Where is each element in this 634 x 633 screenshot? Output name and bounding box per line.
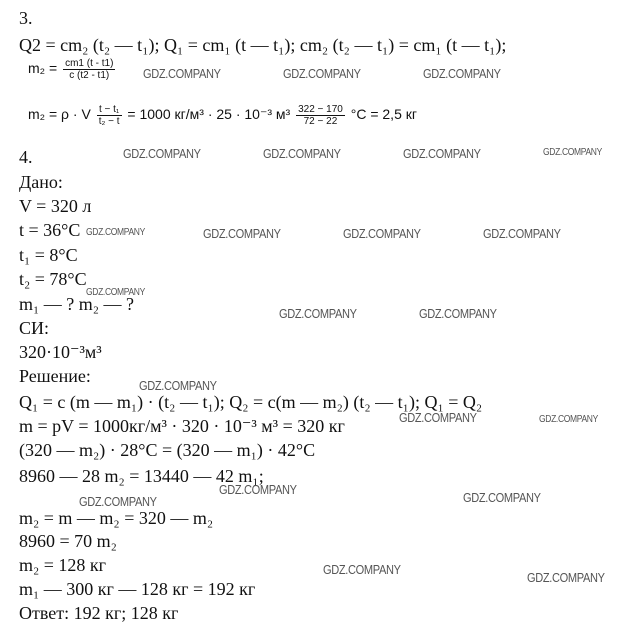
watermark: GDZ.COMPANY (323, 562, 401, 577)
watermark: GDZ.COMPANY (86, 287, 145, 298)
unknowns: m₁ — ? m₂ — ? (19, 294, 135, 314)
solution-substitution: m₂ = m — m₂ = 320 — m₂ (19, 508, 214, 528)
formula-middle: = 1000 кг/м³ · 25 · 10⁻³ м³ (127, 106, 291, 123)
solution-expanded: 8960 — 28 m₂ = 13440 — 42 m₁; (19, 466, 264, 486)
given-volume: V = 320 л (19, 196, 92, 216)
watermark: GDZ.COMPANY (279, 306, 357, 321)
fraction-denominator: c (t2 - t1) (69, 70, 110, 81)
fraction-denominator: t₂ − t (98, 116, 120, 127)
fraction-denominator: 72 − 22 (303, 116, 338, 127)
watermark: GDZ.COMPANY (263, 146, 341, 161)
formula-result: °C = 2,5 кг (350, 106, 417, 123)
solution-m1: m₁ — 300 кг — 128 кг = 192 кг (19, 579, 256, 599)
formula-lhs: m₂ = (28, 60, 58, 77)
si-label: СИ: (19, 318, 50, 338)
fraction (97, 104, 122, 127)
fraction (63, 58, 115, 81)
fraction (296, 104, 345, 127)
watermark: GDZ.COMPANY (139, 378, 217, 393)
formula-lhs: m₂ = ρ · V (28, 106, 91, 123)
given-temperature: t = 36°C (19, 220, 81, 240)
watermark: GDZ.COMPANY (283, 66, 361, 81)
watermark: GDZ.COMPANY (423, 66, 501, 81)
watermark: GDZ.COMPANY (399, 410, 477, 425)
watermark: GDZ.COMPANY (143, 66, 221, 81)
watermark: GDZ.COMPANY (463, 490, 541, 505)
watermark: GDZ.COMPANY (79, 494, 157, 509)
solution-label: Решение: (19, 366, 91, 386)
solution-simplified: 8960 = 70 m₂ (19, 531, 117, 551)
solution-balance: (320 — m₂) · 28°C = (320 — m₁) · 42°C (19, 440, 316, 460)
task4-number: 4. (19, 147, 33, 167)
watermark: GDZ.COMPANY (419, 306, 497, 321)
solution-mass: m = pV = 1000кг/м³ · 320 · 10⁻³ м³ = 320 кг (19, 416, 345, 436)
watermark: GDZ.COMPANY (219, 482, 297, 497)
watermark: GDZ.COMPANY (543, 147, 602, 158)
watermark: GDZ.COMPANY (527, 570, 605, 585)
fraction-numerator: 322 − 170 (298, 104, 343, 115)
watermark: GDZ.COMPANY (539, 414, 598, 425)
solution-heat-equations: Q₁ = c (m — m₁) · (t₂ — t₁); Q₂ = c(m — m₂) (t₂ — t₁); Q₁ = Q₂ (19, 392, 483, 412)
task3-formula-calc (28, 104, 417, 127)
watermark: GDZ.COMPANY (403, 146, 481, 161)
watermark: GDZ.COMPANY (203, 226, 281, 241)
solution-m2: m₂ = 128 кг (19, 555, 107, 575)
watermark: GDZ.COMPANY (86, 227, 145, 238)
watermark: GDZ.COMPANY (343, 226, 421, 241)
task3-equation-line: Q2 = cm₂ (t₂ — t₁); Q₁ = cm₁ (t — t₁); cm₂ (t₂ — t₁) = cm₁ (t — t₁); (19, 35, 507, 55)
watermark: GDZ.COMPANY (483, 226, 561, 241)
fraction-numerator: cm1 (t - t1) (65, 58, 114, 69)
answer: Ответ: 192 кг; 128 кг (19, 603, 179, 623)
given-label: Дано: (19, 172, 63, 192)
task3-number: 3. (19, 8, 33, 28)
watermark: GDZ.COMPANY (123, 146, 201, 161)
fraction-numerator: t − t₁ (97, 104, 122, 116)
given-temperature-1: t₁ = 8°C (19, 245, 78, 265)
task3-formula-m2 (28, 58, 117, 81)
given-temperature-2: t₂ = 78°C (19, 269, 87, 289)
si-value: 320·10⁻³м³ (19, 342, 102, 362)
